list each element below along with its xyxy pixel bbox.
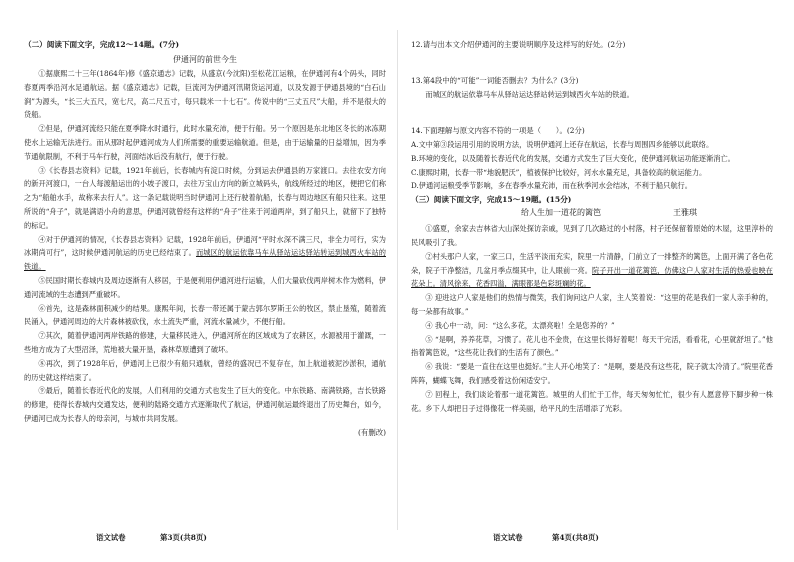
- option-d: D.伊通河运粮受季节影响，多在春季水量充沛，而在秋季河水会结冰，不利于船只航行。: [411, 181, 692, 191]
- question-12: 12.请与出本文介绍伊通河的主要说明顺序及这样写的好处。(2分): [411, 40, 626, 49]
- story-paragraph-6: ⑥ 我说：“要是一直住在这里也挺好。”主人开心地笑了：“是啊，要是没有这些花，院子就太冷清了。”院里花香阵阵，蝴蝶飞舞，我们感受着这份闲适安宁。: [411, 362, 773, 385]
- footer-subject-left: 语文试卷: [96, 533, 126, 542]
- source-note: (有删改): [358, 427, 386, 437]
- paragraph-4-underlined: 而城区的航运依靠马车从驿站运达驿站转运到城西火车站的铁道。: [24, 248, 386, 272]
- article-paragraph-4: [24, 233, 386, 274]
- story-paragraph-2-underlined: 院子开出一道花篱笆，仿佛这户人家对生活的热爱也映在花朵上。清风徐来，花香四溢，满眼都是色彩斑斓的花。: [411, 265, 773, 289]
- article-title: 伊通河的前世今生: [173, 55, 237, 64]
- footer-page-left: 第3页(共8页): [160, 533, 207, 542]
- option-a: A.文中第③段运用引用的说明方法，说明伊通河上还存在航运，长春与周围四乡能够以此联络。: [411, 140, 714, 149]
- story-paragraph-5: ⑤ “是啊，养养花草，习惯了。花儿也不金贵，在这里长得好着呢！每天干完活，看看花，心里就舒坦了。”他指着篱笆说，“这些花让我们的生活有了颜色。”: [411, 334, 773, 358]
- answer-space-13: [411, 102, 773, 124]
- section-3-heading: （三）阅读下面文字，完成15～19题。(15分): [411, 195, 572, 205]
- question-14: 14.下面理解与原文内容不符的一项是（ ）。(2分): [411, 126, 585, 135]
- page-4-column: [411, 38, 773, 415]
- story-author: 王雅琪: [673, 208, 697, 218]
- story-paragraph-4: ④ 我心中一动，问：“这么多花，太漂亮啦！全是您养的？”: [425, 320, 615, 330]
- article-paragraph-9: ⑨最后，随着长春近代化的发展，人们利用的交通方式也发生了巨大的变化。中东铁路、南满铁路，吉长铁路的修建，使得长春城内交通发达，便利的陆路交通方式逐渐取代了航运，伊通河航运最终退出了历史舞台，如今，伊通河已成为长春人的母亲河，与城市共同发展。: [24, 386, 386, 423]
- paragraph-4-text: ④对于伊通河的情况，《长春县志资料》记载，1928年前后，伊通河“平时水深不满三尺，非全力可行，实为冰期尚可行”，这时候伊通河航运的历史已经结束了。: [24, 234, 386, 258]
- section-heading: （二）阅读下面文字，完成12～14题。(7分): [24, 40, 180, 49]
- question-13-quote: 而城区的航运依靠马车从驿站运达驿站转运到城西火车站的铁道。: [425, 90, 634, 99]
- story-title-row: [411, 207, 773, 222]
- story-paragraph-2: [411, 250, 773, 291]
- story-paragraph-2-text: ②村头那户人家，一家三口，生活平淡而充实，院里一片清静，门前立了一排整齐的篱笆，上面开满了各色花朵，院子干净整洁，几盆月季点缀其中，让人眼前一亮。: [411, 251, 773, 275]
- option-c: C.康熙时期，长春一带“地貌肥沃”，植被保护比较好，河水水量充足，具备较高的航运能力。: [411, 167, 707, 177]
- story-paragraph-1: ①盛夏，余家去吉林省大山深处探访亲戚，见到了几次路过的小村落，村子还保留着原始的木屋，这里淳朴的民风吸引了我。: [411, 224, 773, 247]
- article-paragraph-1: ①据康熙二十三年(1864年)修《盛京通志》记载，从盛京(今沈阳)至松花江运粮，在伊通河有4个码头，同时春夏两季沿河水足通航运。据《盛京通志》记载，巨流河为伊通河汛期货运河道，以及发源于伊通县境的“白石山涧”为源头，“长三大五尺，宽七尺，高二尺五寸，每只载米一十七石”。传说中的“三丈五尺”大船，并不是很大的货船。: [24, 69, 386, 120]
- article-paragraph-7: ⑦其次，随着伊通河两岸铁路的修建，大量移民进入，伊通河所在的区域成为了农耕区，水源被用于灌溉，一些地方成为了大型沼泽，荒地被大量开垦，森林草原遭到了破坏。: [24, 331, 386, 354]
- footer-subject-right: 语文试卷: [493, 533, 523, 542]
- footer-page-right: 第4页(共8页): [552, 533, 599, 542]
- page-gutter: [397, 30, 398, 530]
- article-paragraph-5: ⑤民国时期长春城内及周边逐渐有人移居，于是便利用伊通河进行运输，人们大量砍伐两岸树木作为燃料，伊通河流域的生态遭到严重破坏。: [24, 275, 386, 299]
- question-13: 13.第4段中的“可能”一词能否删去？为什么？(3分): [411, 76, 579, 85]
- option-b: B.环境的变化，以及随着长春近代化的发展，交通方式发生了巨大变化，使伊通河航运功能逐渐消亡。: [411, 153, 735, 163]
- story-paragraph-3: ③ 迎进这户人家是他们的热情与微笑，我们询问这户人家，主人笑着说：“这里的花是我们一家人亲手种的，每一朵都有故事。”: [411, 293, 773, 316]
- answer-space-12: [411, 52, 773, 74]
- article-paragraph-3: ③《长春县志资料》记载，1921年前后，长春城内有淀口时候，分到运去伊通县的万家渡口。去往农安方向的新开河渡口，一台人每渡船运出的小坡子渡口，去往万宝山方向的新立城码头，航线所经过的地区，便把它们称之为“船舶水手，故称来去行人”。这一条记载说明当时伊通河上还行驶着航船，长春与周边地区有船只往来。这里所说的“舟子”，就是满语小舟的意思，伊通河就曾经有这样的“舟子”往来于河道两岸，到了船只上，就留下了独特的标记。: [24, 165, 386, 230]
- page-3-column: [24, 38, 386, 440]
- story-paragraph-7: ⑦ 回程上，我们谈论着那一道花篱笆。城里的人们忙于工作，每天匆匆忙忙，很少有人愿意停下脚步种一株花。乡下人却把日子过得像花一样美丽，给平凡的生活增添了光彩。: [411, 389, 773, 413]
- story-title: 给人生加一道花的篱笆: [521, 208, 601, 218]
- article-paragraph-6: ⑥首先，这是森林面积减少的结果。康熙年间，长春一带还属于蒙古郭尔罗斯王公的牧区，禁止垦殖，随着流民涌入，伊通河周边的大片森林被砍伐，水土流失严重，河流水量减少，不便行船。: [24, 303, 386, 327]
- article-paragraph-8: ⑧再次，到了1928年后，伊通河上已很少有船只通航，曾经的盛况已不复存在，加上航道被泥沙淤积，通航的历史就这样结束了。: [24, 358, 386, 382]
- article-paragraph-2: ②但是，伊通河流经只能在夏季降水时通行，此时水量充沛，便于行船。另一个原因是东北地区冬长的冰冻期使水上运输无法进行。而从那时起伊通河成为人们所需要的重要运输航道。但是，由于运输量的日益增加，因为季节通航限制，不利于马车行驶，河面结冰后没有航行，便于行驶。: [24, 124, 386, 161]
